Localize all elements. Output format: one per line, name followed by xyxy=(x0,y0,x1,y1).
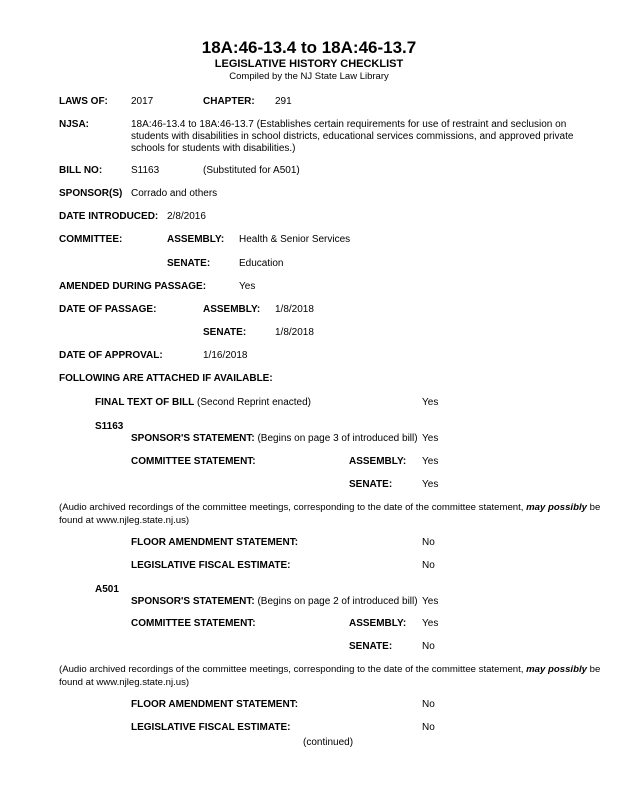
chapter-value: 291 xyxy=(275,96,292,107)
laws-of-label: LAWS OF: xyxy=(59,96,108,107)
committee-assembly-value: Health & Senior Services xyxy=(239,234,351,245)
s1163-sponsor-value: Yes xyxy=(422,433,439,444)
continued-note: (continued) xyxy=(303,737,354,748)
amended-label: AMENDED DURING PASSAGE: xyxy=(59,281,207,292)
attached-heading: FOLLOWING ARE ATTACHED IF AVAILABLE: xyxy=(59,373,273,384)
audio-note-prefix: (Audio archived recordings of the committee meetings, corresponding to the date of the committee statement, xyxy=(59,502,524,513)
final-text-value: Yes xyxy=(422,397,439,408)
a501-floor-value: No xyxy=(422,699,435,710)
njsa-description: 18A:46-13.4 to 18A:46-13.7 (Establishes certain requirements for use of restraint and seclusion on students with disabilities in school districts, educational services commissions, and approved private schools for students with disabilities.) xyxy=(131,119,574,154)
a501-label: A501 xyxy=(95,584,119,595)
a501-sponsor-label: SPONSOR'S STATEMENT: xyxy=(131,596,255,607)
bill-no-value: S1163 xyxy=(131,165,160,176)
amended-value: Yes xyxy=(239,281,256,292)
s1163-committee-senate-value: Yes xyxy=(422,479,439,490)
a501-floor-label: FLOOR AMENDMENT STATEMENT: xyxy=(131,699,299,710)
s1163-fiscal-label: LEGISLATIVE FISCAL ESTIMATE: xyxy=(131,560,291,571)
sponsors-label: SPONSOR(S) xyxy=(59,188,123,199)
date-introduced-value: 2/8/2016 xyxy=(167,211,206,222)
a501-fiscal-value: No xyxy=(422,722,435,733)
audio-note-emphasis: may possibly xyxy=(526,664,587,675)
approval-value: 1/16/2018 xyxy=(203,350,248,361)
audio-note-suffix: be found at www.njleg.state.nj.us) xyxy=(59,664,601,688)
laws-of-value: 2017 xyxy=(131,96,154,107)
audio-note-suffix: be found at www.njleg.state.nj.us) xyxy=(59,502,601,526)
a501-sponsor-note: (Begins on page 2 of introduced bill) xyxy=(257,596,418,607)
passage-senate-label: SENATE: xyxy=(203,327,247,338)
passage-assembly-value: 1/8/2018 xyxy=(275,304,314,315)
passage-label: DATE OF PASSAGE: xyxy=(59,304,157,315)
s1163-sponsor-note: (Begins on page 3 of introduced bill) xyxy=(257,433,418,444)
a501-sponsor-row xyxy=(131,596,418,608)
page-title: 18A:46-13.4 to 18A:46-13.7 xyxy=(201,38,417,57)
passage-senate-value: 1/8/2018 xyxy=(275,327,314,338)
page-subtitle: LEGISLATIVE HISTORY CHECKLIST xyxy=(214,58,404,70)
njsa-label: NJSA: xyxy=(59,119,90,130)
audio-archive-note xyxy=(59,502,609,527)
final-text-label: FINAL TEXT OF BILL xyxy=(95,397,195,408)
bill-no-substitution: (Substituted for A501) xyxy=(203,165,300,176)
committee-senate-label: SENATE: xyxy=(167,258,211,269)
final-text-note: (Second Reprint enacted) xyxy=(197,397,312,408)
s1163-floor-value: No xyxy=(422,537,435,548)
s1163-sponsor-label: SPONSOR'S STATEMENT: xyxy=(131,433,255,444)
s1163-fiscal-value: No xyxy=(422,560,435,571)
s1163-label: S1163 xyxy=(95,421,124,432)
a501-committee-assembly-label: ASSEMBLY: xyxy=(349,618,407,629)
a501-fiscal-label: LEGISLATIVE FISCAL ESTIMATE: xyxy=(131,722,291,733)
s1163-committee-senate-label: SENATE: xyxy=(349,479,393,490)
date-introduced-label: DATE INTRODUCED: xyxy=(59,211,159,222)
committee-label: COMMITTEE: xyxy=(59,234,123,245)
s1163-floor-label: FLOOR AMENDMENT STATEMENT: xyxy=(131,537,299,548)
a501-sponsor-value: Yes xyxy=(422,596,439,607)
compiled-by: Compiled by the NJ State Law Library xyxy=(229,71,389,82)
a501-committee-senate-label: SENATE: xyxy=(349,641,393,652)
audio-note-prefix: (Audio archived recordings of the committee meetings, corresponding to the date of the committee statement, xyxy=(59,664,524,675)
passage-assembly-label: ASSEMBLY: xyxy=(203,304,261,315)
a501-committee-assembly-value: Yes xyxy=(422,618,439,629)
approval-label: DATE OF APPROVAL: xyxy=(59,350,163,361)
bill-no-label: BILL NO: xyxy=(59,165,103,176)
committee-senate-value: Education xyxy=(239,258,284,269)
s1163-committee-assembly-label: ASSEMBLY: xyxy=(349,456,407,467)
chapter-label: CHAPTER: xyxy=(203,96,255,107)
committee-assembly-label: ASSEMBLY: xyxy=(167,234,225,245)
audio-note-emphasis: may possibly xyxy=(526,502,587,513)
a501-committee-label: COMMITTEE STATEMENT: xyxy=(131,618,256,629)
final-text-row xyxy=(95,397,311,409)
s1163-committee-label: COMMITTEE STATEMENT: xyxy=(131,456,256,467)
s1163-sponsor-row xyxy=(131,433,418,445)
a501-committee-senate-value: No xyxy=(422,641,435,652)
audio-archive-note xyxy=(59,664,609,689)
sponsors-value: Corrado and others xyxy=(131,188,218,199)
s1163-committee-assembly-value: Yes xyxy=(422,456,439,467)
